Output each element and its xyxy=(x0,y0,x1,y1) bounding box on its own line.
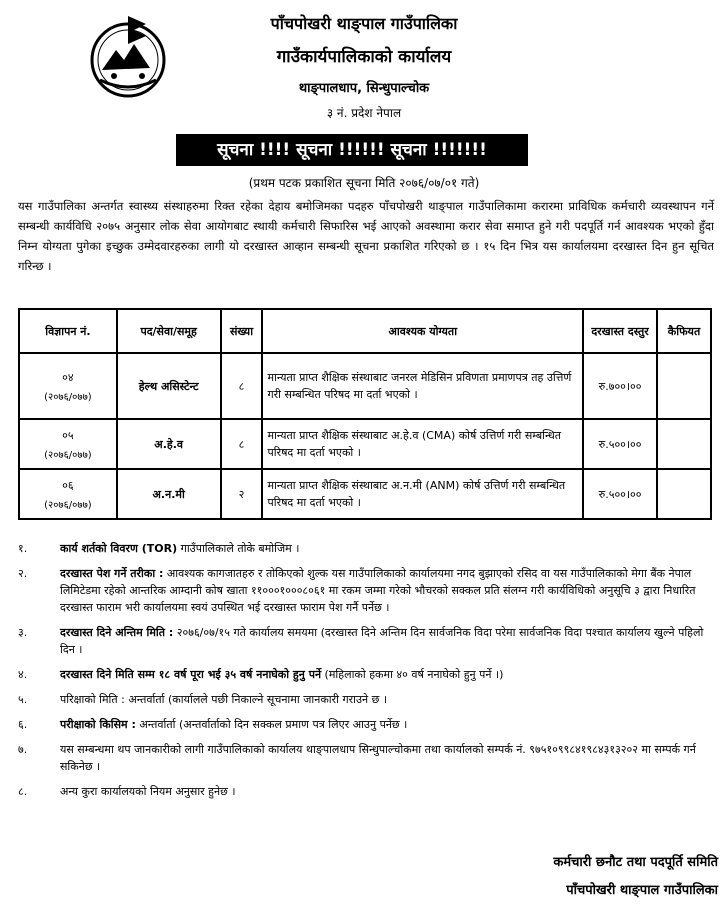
office-name: गाउँकार्यपालिकाको कार्यालय xyxy=(276,47,452,67)
post-cell: हेल्थ असिस्टेन्ट xyxy=(117,353,221,419)
qualification-cell: मान्यता प्राप्त शैक्षिक संस्थाबाट अ.न.मी (ANM) कोर्ष उत्तिर्ण गरी सम्बन्धित परिषद मा दर्ता भएको । xyxy=(262,469,583,519)
col-header-post: पद/सेवा/समूह xyxy=(117,309,221,353)
list-item: ६. परीक्षाको किसिम : अन्तर्वार्ता (अन्तर्वार्ताको दिन सक्कल प्रमाण पत्र लिएर आउनु पर्नेछ । xyxy=(18,718,408,731)
post-cell: अ.हे.व xyxy=(117,419,221,469)
count-cell: २ xyxy=(221,469,263,519)
count-cell: ८ xyxy=(221,419,263,469)
col-header-fee: दरखास्त दस्तुर xyxy=(583,309,657,353)
adno-cell xyxy=(19,353,117,419)
table-row xyxy=(19,469,711,519)
table-header-row xyxy=(19,309,711,353)
table-row xyxy=(19,353,711,419)
adno-number: ०६ xyxy=(62,478,74,492)
adno-year: (२०७६/०७७) xyxy=(44,449,92,461)
fee-cell: रु.५००।०० xyxy=(583,469,657,519)
col-header-qualification: आवश्यक योग्यता xyxy=(262,309,583,353)
list-item: ३. दरखास्त दिने अन्तिम मिति : २०७६/०७/१५ गते कार्यालय समयमा (दरखास्त दिने अन्तिम दिन सार्वजनिक विदा परेमा सार्वजनिक विदा पश्चात कार्यालय खुल्ने पहिलो दिन । xyxy=(18,626,704,656)
adno-cell xyxy=(19,469,117,519)
col-header-remarks: कैफियत xyxy=(657,309,711,353)
adno-number: ०५ xyxy=(62,428,74,442)
col-header-count: संख्या xyxy=(221,309,263,353)
fee-cell: रु.७००।०० xyxy=(583,353,657,419)
municipality-name: पाँचपोखरी थाङ्पाल गाउँपालिका xyxy=(270,14,458,33)
post-cell: अ.न.मी xyxy=(117,469,221,519)
remarks-cell xyxy=(657,419,711,469)
list-item: ४. दरखास्त दिने मिति सम्म १८ वर्ष पूरा भई ३५ वर्ष ननाघेको हुनु पर्ने (महिलाको हकमा ४० वर्ष ननाघेको हुनु पर्ने ।) xyxy=(18,668,504,681)
conditions-list xyxy=(18,540,714,800)
remarks-cell xyxy=(657,469,711,519)
list-item: १. कार्य शर्तको विवरण (TOR) गाउँपालिकाले तोके बमोजिम । xyxy=(18,542,300,555)
adno-year: (२०७६/०७७) xyxy=(44,499,92,511)
municipality-signature: पाँचपोखरी थाङ्पाल गाउँपालिका xyxy=(566,883,718,898)
list-item: ५. परिक्षाको मिति : अन्तर्वार्ता (कार्यालले पछी निकाल्ने सूचनामा जानकारी गराउने छ । xyxy=(18,693,388,706)
qualification-cell: मान्यता प्राप्त शैक्षिक संस्थाबाट जनरल मेडिसिन प्रविणता प्रमाणपत्र तह उत्तिर्ण गरी सम्बन्धित परिषद मा दर्ता भएको । xyxy=(262,353,583,419)
committee-signature: कर्मचारी छनौट तथा पदपूर्ति समिति xyxy=(553,855,718,870)
list-item: ८. अन्य कुरा कार्यालयको नियम अनुसार हुनेछ । xyxy=(18,785,236,798)
adno-number: ०४ xyxy=(62,370,74,384)
vacancy-table xyxy=(18,308,712,520)
count-cell: ८ xyxy=(221,353,263,419)
remarks-cell xyxy=(657,353,711,419)
province-label: ३ नं. प्रदेश नेपाल xyxy=(326,106,402,120)
intro-paragraph: यस गाउँपालिका अन्तर्गत स्वास्थ्य संस्थाहरुमा रिक्त रहेका देहाय बमोजिमका पदहरु पाँचपोखरी थाङ्पाल गाउँपालिकामा करारमा प्राविधिक कर्मचारी व्यवस्थापन गर्ने सम्बन्धी कार्यविधि २०७५ अनुसार लोक सेवा आयोगबाट स्थायी कर्मचारी सिफारिस भई आएको अवस्थामा करार सेवा समाप्त हुने गरी पदपूर्ति गर्न आवश्यक भएको हुँदा निम्न योग्यता पुगेका इच्छुक उम्मेदवारहरुका लागी यो दरखास्त आव्हान सम्बन्धी सूचना प्रकाशित गरिएको छ । १५ दिन भित्र यस कार्यालयमा दरखास्त दिन हुन सूचित गरिन्छ । xyxy=(18,199,714,273)
adno-year: (२०७६/०७७) xyxy=(44,391,92,403)
fee-cell: रु.५००।०० xyxy=(583,419,657,469)
qualification-cell: मान्यता प्राप्त शैक्षिक संस्थाबाट अ.हे.व (CMA) कोर्ष उत्तिर्ण गरी सम्बन्धित परिषद मा दर्ता भएको । xyxy=(262,419,583,469)
col-header-adno: विज्ञापन नं. xyxy=(19,309,117,353)
table-row xyxy=(19,419,711,469)
list-item: ७. यस सम्बन्धमा थप जानकारीको लागी गाउँपालिकाको कार्यालय थाङ्पालधाप सिन्धुपाल्चोकमा तथा कार्यालको सम्पर्क नं. ९७५१०९९८४१९८४३१३२०२ मा सम्पर्क गर्न सकिनेछ । xyxy=(18,743,696,773)
list-item: २. दरखास्त पेश गर्ने तरीका : आवश्यक कागजातहरु र तोकिएको शुल्क यस गाउँपालिकाको कार्यालयमा नगद बुझाएको रसिद वा यस गाउँपालिकाको मेगा बैंक नेपाल लिमिटेडमा रहेको आन्तरिक आम्दानी कोष खाता ११०००१०००८०६१ मा रकम जम्मा गरेको भौचरको सक्कल प्रति संलग्न गरी कार्यविधिको अनुसूचि ३ द्वारा निधारित दरखास्त फाराम भरी कार्यालयमा स्वयं उपस्थित भई दरखास्त फाराम पेश गर्नै पर्नेछ । xyxy=(18,567,696,614)
adno-cell xyxy=(19,419,117,469)
notice-banner: सूचना !!!! सूचना !!!!!! सूचना !!!!!!! xyxy=(176,134,528,166)
office-address: थाङ्पालधाप, सिन्धुपाल्चोक xyxy=(298,81,430,96)
publication-date: (प्रथम पटक प्रकाशित सूचना मिति २०७६/०७/०१ गते) xyxy=(248,176,480,190)
